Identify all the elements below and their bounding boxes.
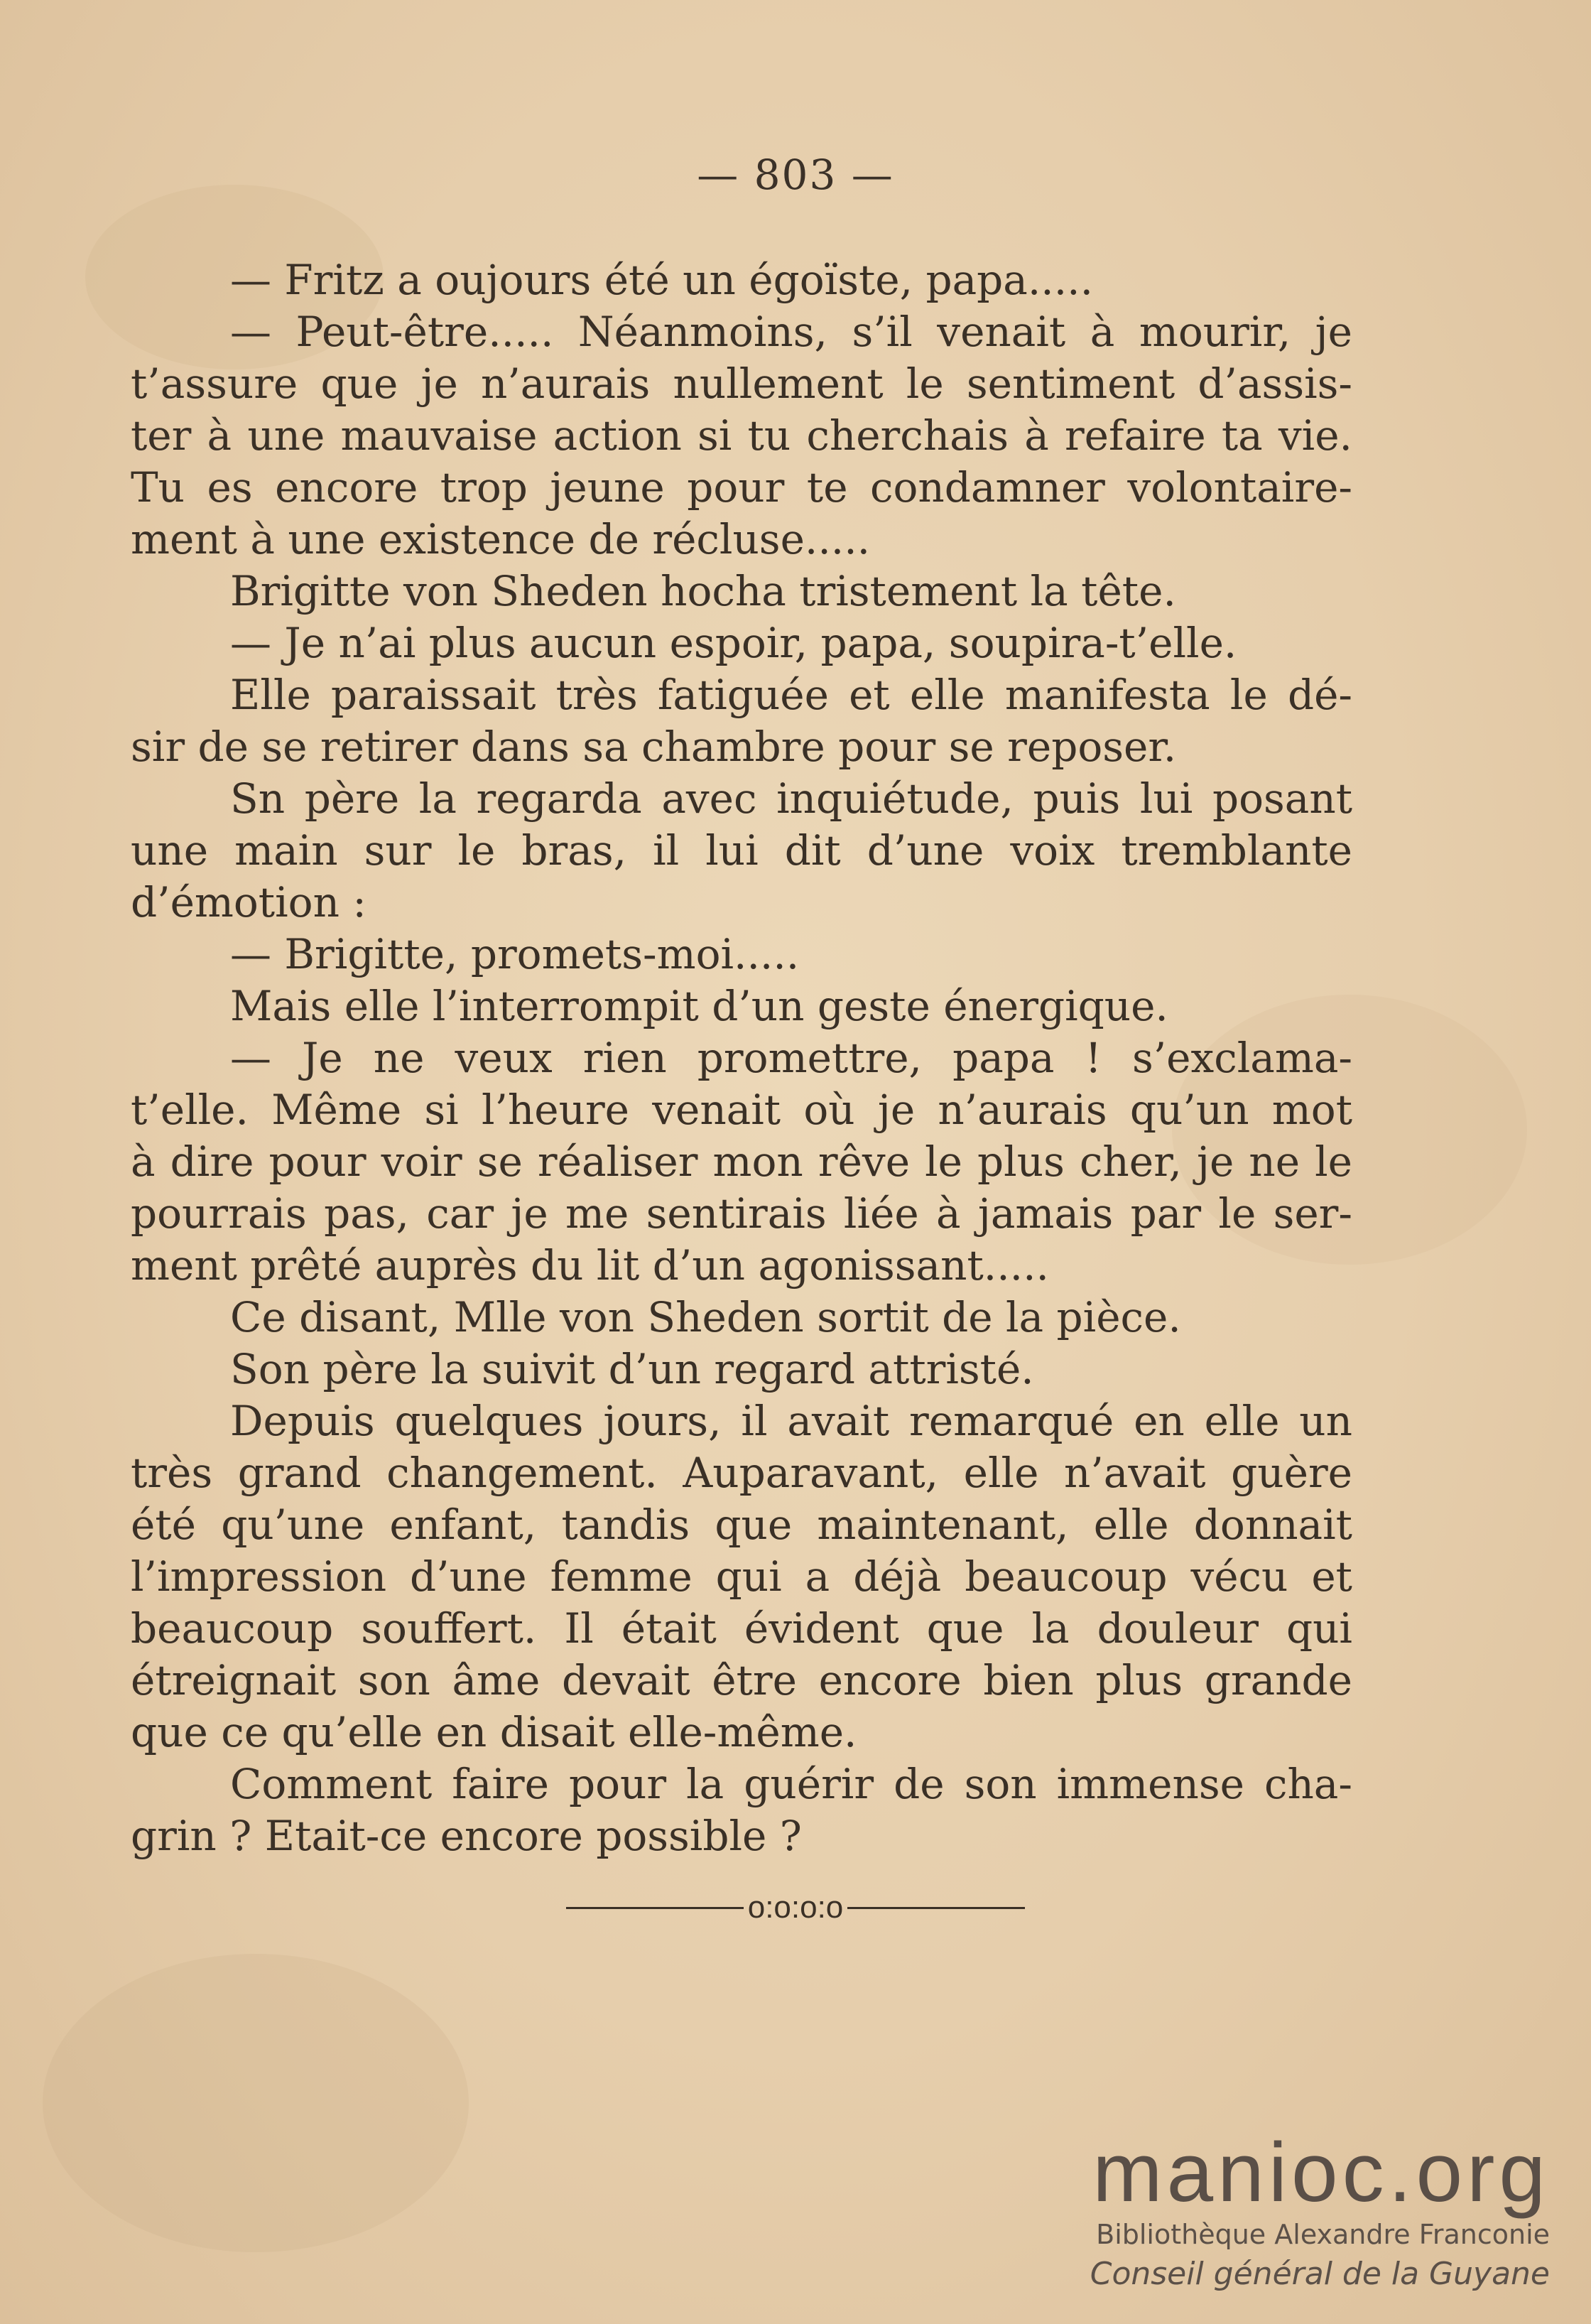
- text-line: grin ? Etait-ce encore possible ?: [131, 1812, 802, 1860]
- text-line: Sn père la regarda avec inquiétude, puis lui posant: [230, 774, 1352, 823]
- text-line: ment prêté auprès du lit d’un agonissant.....: [131, 1241, 1049, 1290]
- text-line: Elle paraissait très fatiguée et elle manifesta le dé-: [230, 671, 1352, 719]
- text-line: — Je n’ai plus aucun espoir, papa, soupira-t’elle.: [230, 619, 1237, 667]
- manioc-watermark: [1053, 2126, 1550, 2295]
- text-line: étreignait son âme devait être encore bien plus grande: [131, 1656, 1352, 1704]
- section-separator: [0, 1890, 1591, 1925]
- text-line: Comment faire pour la guérir de son immense cha-: [230, 1760, 1352, 1808]
- paper-stain: [43, 1954, 469, 2252]
- body-text: [131, 254, 1352, 1862]
- manioc-logo: manioc.org: [1092, 2126, 1550, 2220]
- page-number: — 803 —: [697, 151, 894, 199]
- text-line: sir de se retirer dans sa chambre pour se reposer.: [131, 723, 1177, 771]
- text-line: une main sur le bras, il lui dit d’une voix tremblante: [131, 826, 1352, 875]
- text-line: Brigitte von Sheden hocha tristement la tête.: [230, 567, 1176, 615]
- text-line: l’impression d’une femme qui a déjà beaucoup vécu et: [131, 1552, 1352, 1601]
- text-line: Mais elle l’interrompit d’un geste énergique.: [230, 982, 1168, 1030]
- separator-ornament: o:o:o:o: [747, 1890, 844, 1925]
- text-line: beaucoup souffert. Il était évident que la douleur qui: [131, 1604, 1352, 1653]
- text-line: — Je ne veux rien promettre, papa ! s’exclama-: [230, 1034, 1352, 1082]
- text-line: Son père la suivit d’un regard attristé.: [230, 1345, 1034, 1393]
- text-line: ment à une existence de récluse.....: [131, 515, 871, 563]
- separator-rule-left: [566, 1907, 744, 1909]
- text-line: t’assure que je n’aurais nullement le sentiment d’assis-: [131, 360, 1352, 408]
- text-line: ter à une mauvaise action si tu cherchais à refaire ta vie.: [131, 411, 1352, 460]
- text-line: — Fritz a oujours été un égoïste, papa.....: [230, 256, 1094, 304]
- text-line: — Brigitte, promets-moi.....: [230, 930, 800, 978]
- text-line: que ce qu’elle en disait elle-même.: [131, 1708, 857, 1756]
- council-name: Conseil général de la Guyane: [1090, 2256, 1550, 2292]
- text-line: été qu’une enfant, tandis que maintenant, elle donnait: [131, 1501, 1352, 1549]
- text-line: Ce disant, Mlle von Sheden sortit de la pièce.: [230, 1293, 1181, 1341]
- text-line: très grand changement. Auparavant, elle n’avait guère: [131, 1449, 1352, 1497]
- text-line: pourrais pas, car je me sentirais liée à jamais par le ser-: [131, 1189, 1352, 1238]
- separator-rule-right: [847, 1907, 1025, 1909]
- text-line: Depuis quelques jours, il avait remarqué en elle un: [230, 1397, 1352, 1445]
- text-line: à dire pour voir se réaliser mon rêve le plus cher, je ne le: [131, 1137, 1352, 1186]
- text-line: Tu es encore trop jeune pour te condamner volontaire-: [131, 463, 1352, 512]
- library-name: Bibliothèque Alexandre Franconie: [1096, 2219, 1550, 2250]
- text-line: t’elle. Même si l’heure venait où je n’aurais qu’un mot: [131, 1086, 1352, 1134]
- text-line: d’émotion :: [131, 878, 366, 926]
- text-line: — Peut-être..... Néanmoins, s’il venait à mourir, je: [230, 308, 1352, 356]
